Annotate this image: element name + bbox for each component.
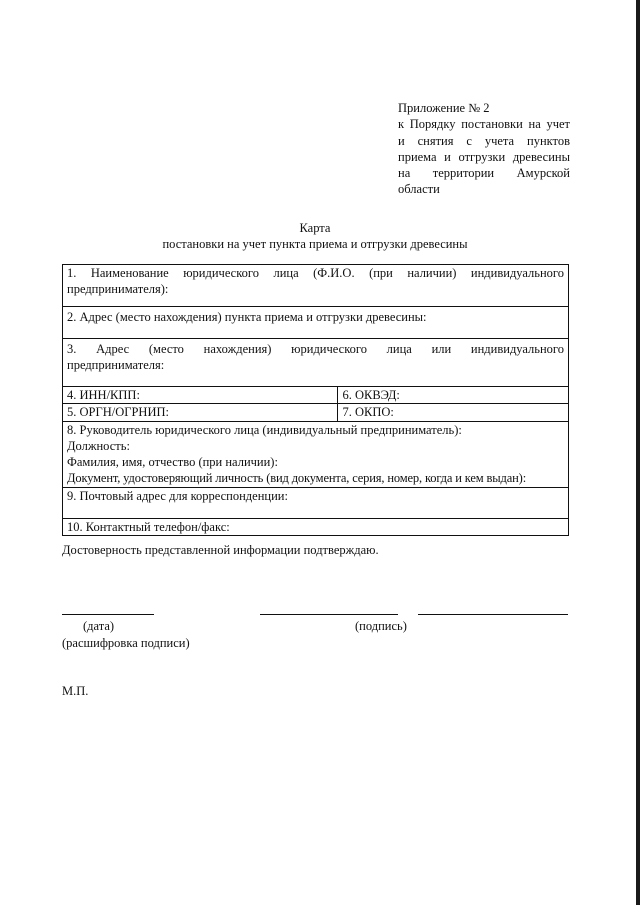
signature-line[interactable] (260, 614, 398, 615)
field-8-label-b: Должность: (67, 438, 130, 453)
field-1-label-b: предпринимателя): (67, 282, 169, 297)
form-cell-phone[interactable] (63, 518, 569, 535)
appendix-line-3: и снятия с учета пунктов (398, 133, 570, 148)
decode-caption: (расшифровка подписи) (62, 636, 190, 650)
field-3-label-b: предпринимателя: (67, 358, 165, 373)
form-cell-ogrn[interactable] (63, 404, 338, 421)
form-row-4 (63, 387, 569, 404)
field-10-label: 10. Контактный телефон/факс: (67, 519, 230, 534)
date-caption: (дата) (83, 619, 115, 633)
field-3-label-a: 3. Адрес (место нахождения) юридического лица или индивидуального (67, 342, 564, 356)
field-7-label: 7. ОКПО: (342, 405, 394, 420)
title-line-1: Карта (299, 221, 331, 235)
form-row-2 (63, 307, 569, 339)
form-cell-legal-address[interactable] (63, 339, 569, 387)
form-row-9 (63, 487, 569, 518)
date-signature-line[interactable] (62, 614, 154, 615)
field-8-label-d: Документ, удостоверяющий личность (вид документа, серия, номер, когда и кем выдан): (67, 471, 527, 486)
form-row-5 (63, 404, 569, 421)
confirmation-text: Достоверность представленной информации подтверждаю. (62, 543, 379, 557)
field-6-label: 6. ОКВЭД: (342, 388, 400, 402)
scan-edge-bar (636, 0, 640, 905)
document-title (62, 220, 568, 253)
appendix-line-2: к Порядку постановки на учет (398, 117, 570, 132)
appendix-line-4: приема и отгрузки древесины (398, 149, 570, 164)
appendix-line-1: Приложение № 2 (398, 101, 490, 115)
form-row-1 (63, 265, 569, 307)
form-cell-okved[interactable] (338, 387, 569, 404)
form-cell-head-person[interactable] (63, 421, 569, 487)
field-4-label: 4. ИНН/КПП: (67, 388, 140, 402)
title-line-2: постановки на учет пункта приема и отгрузки древесины (162, 237, 468, 252)
name-decode-line[interactable] (418, 614, 568, 615)
registration-form-table (62, 264, 569, 536)
field-2-label: 2. Адрес (место нахождения) пункта приема и отгрузки древесины: (67, 310, 427, 324)
field-9-label: 9. Почтовый адрес для корреспонденции: (67, 488, 288, 503)
form-row-8 (63, 421, 569, 487)
form-cell-postal-address[interactable] (63, 487, 569, 518)
appendix-line-5: на территории Амурской (398, 166, 570, 180)
field-5-label: 5. ОРГН/ОГРНИП: (67, 405, 169, 420)
form-row-10 (63, 518, 569, 535)
form-row-3 (63, 339, 569, 387)
field-8-label-a: 8. Руководитель юридического лица (индивидуальный предприниматель): (67, 422, 462, 437)
field-8-label-c: Фамилия, имя, отчество (при наличии): (67, 455, 278, 469)
field-1-label-a: 1. Наименование юридического лица (Ф.И.О. (при наличии) индивидуального (67, 266, 564, 280)
form-cell-point-address[interactable] (63, 307, 569, 339)
form-cell-okpo[interactable] (338, 404, 569, 421)
appendix-line-6: области (398, 182, 440, 197)
appendix-note (398, 100, 570, 198)
form-cell-legal-name[interactable] (63, 265, 569, 307)
signature-caption: (подпись) (355, 619, 407, 633)
stamp-place-label: М.П. (62, 684, 89, 698)
form-cell-inn-kpp[interactable] (63, 387, 338, 404)
